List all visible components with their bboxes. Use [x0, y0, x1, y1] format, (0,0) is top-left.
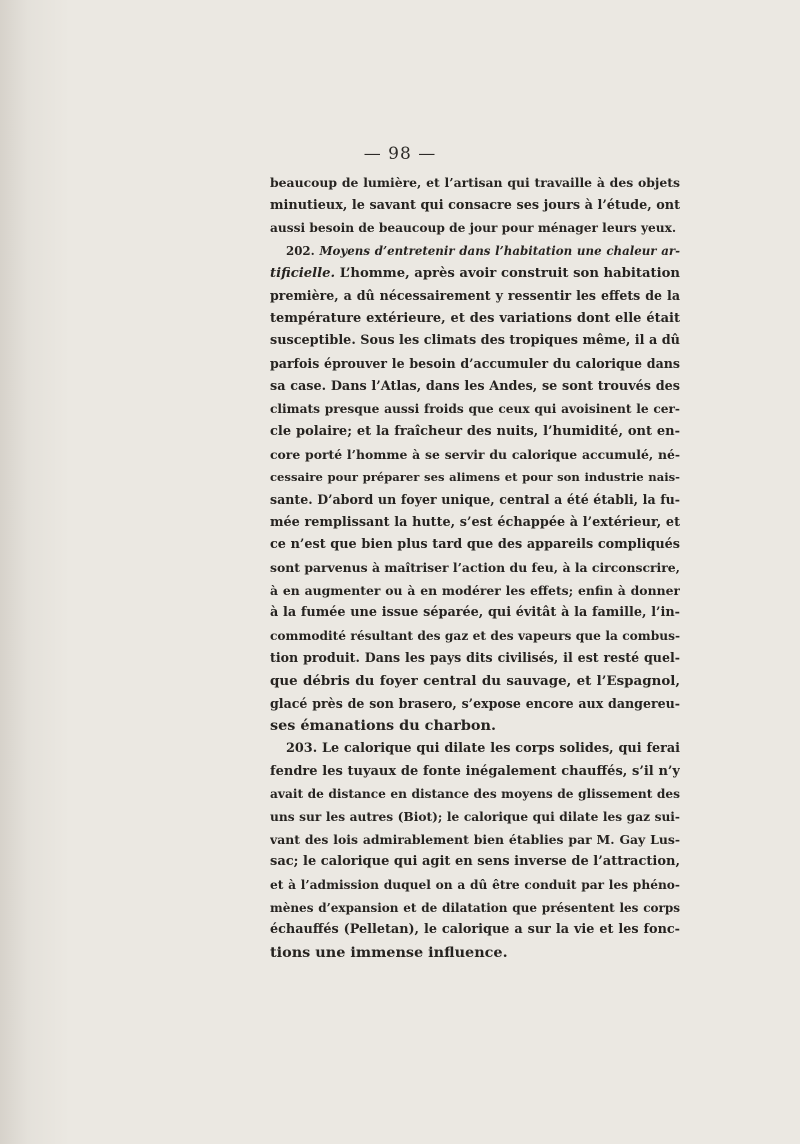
- text-line: mée remplissant la hutte, s’est échappée à l’extérieur, et: [270, 514, 680, 530]
- text-line: fendre les tuyaux de fonte inégalement chauffés, s’il n’y: [270, 763, 680, 779]
- section-start-203: 203. Le calorique qui dilate les corps solides, qui ferai: [286, 741, 680, 757]
- section-heading-202: [270, 240, 680, 263]
- text-line: sante. D’abord un foyer unique, central a été établi, la fu-: [270, 491, 680, 507]
- text-line: susceptible. Sous les climats des tropiques même, il a dû: [270, 333, 680, 349]
- text-line: première, a dû nécessairement y ressentir les effets de la: [270, 288, 680, 304]
- text-line: parfois éprouver le besoin d’accumuler du calorique dans: [270, 356, 680, 372]
- body-text: [270, 172, 680, 964]
- text-line: sa case. Dans l’Atlas, dans les Andes, se sont trouvés des: [270, 378, 680, 394]
- text-line: à en augmenter ou à en modérer les effets; enfin à donner: [270, 582, 680, 598]
- text-line: uns sur les autres (Biot); le calorique qui dilate les gaz sui-: [270, 809, 680, 824]
- text-line: sont parvenus à maîtriser l’action du feu, à la circonscrire,: [270, 559, 680, 575]
- text-line: commodité résultant des gaz et des vapeurs que la combus-: [270, 628, 680, 643]
- text-line: que débris du foyer central du sauvage, et l’Espagnol,: [270, 673, 680, 690]
- text-line: échauffés (Pelletan), le calorique a sur la vie et les fonc-: [270, 922, 680, 938]
- text-line: glacé près de son brasero, s’expose encore aux dangereu-: [270, 695, 680, 711]
- text-line: avait de distance en distance des moyens de glissement des: [270, 787, 680, 802]
- text-line: aussi besoin de beaucoup de jour pour ménager leurs yeux.: [270, 221, 677, 236]
- page-number: — 98 —: [363, 144, 437, 164]
- section-title: Moyens d’entretenir dans l’habitation une chaleur ar-: [319, 243, 680, 258]
- text-line: ce n’est que bien plus tard que des appareils compliqués: [270, 537, 680, 553]
- text-line: core porté l’homme à se servir du calorique accumulé, né-: [270, 446, 680, 462]
- text-line: vant des lois admirablement bien établies par M. Gay Lus-: [270, 831, 680, 847]
- text-line: cessaire pour préparer ses alimens et pour son industrie nais-: [270, 470, 680, 485]
- text-line: à la fumée une issue séparée, qui évitât à la famille, l’in-: [270, 605, 680, 621]
- section-number: 202.: [286, 243, 315, 258]
- text-line: beaucoup de lumière, et l’artisan qui travaille à des objets: [270, 175, 680, 190]
- text-line: sac; le calorique qui agit en sens inverse de l’attraction,: [270, 854, 680, 870]
- text-line: mènes d’expansion et de dilatation que présentent les corps: [270, 900, 680, 915]
- text-line: température extérieure, et des variations dont elle était: [270, 310, 680, 326]
- text-line: tificielle. L’homme, après avoir construit son habitation: [270, 265, 680, 281]
- text-line: et à l’admission duquel on a dû être conduit par les phéno-: [270, 877, 680, 892]
- text-line: minutieux, le savant qui consacre ses jours à l’étude, ont: [270, 197, 680, 213]
- text-line: tion produit. Dans les pays dits civilisés, il est resté quel-: [270, 650, 680, 666]
- text-line: tions une immense influence.: [270, 943, 508, 961]
- text-line: climats presque aussi froids que ceux qui avoisinent le cer-: [270, 402, 680, 417]
- text-line: ses émanations du charbon.: [270, 717, 496, 735]
- text-line: cle polaire; et la fraîcheur des nuits, l’humidité, ont en-: [270, 424, 680, 440]
